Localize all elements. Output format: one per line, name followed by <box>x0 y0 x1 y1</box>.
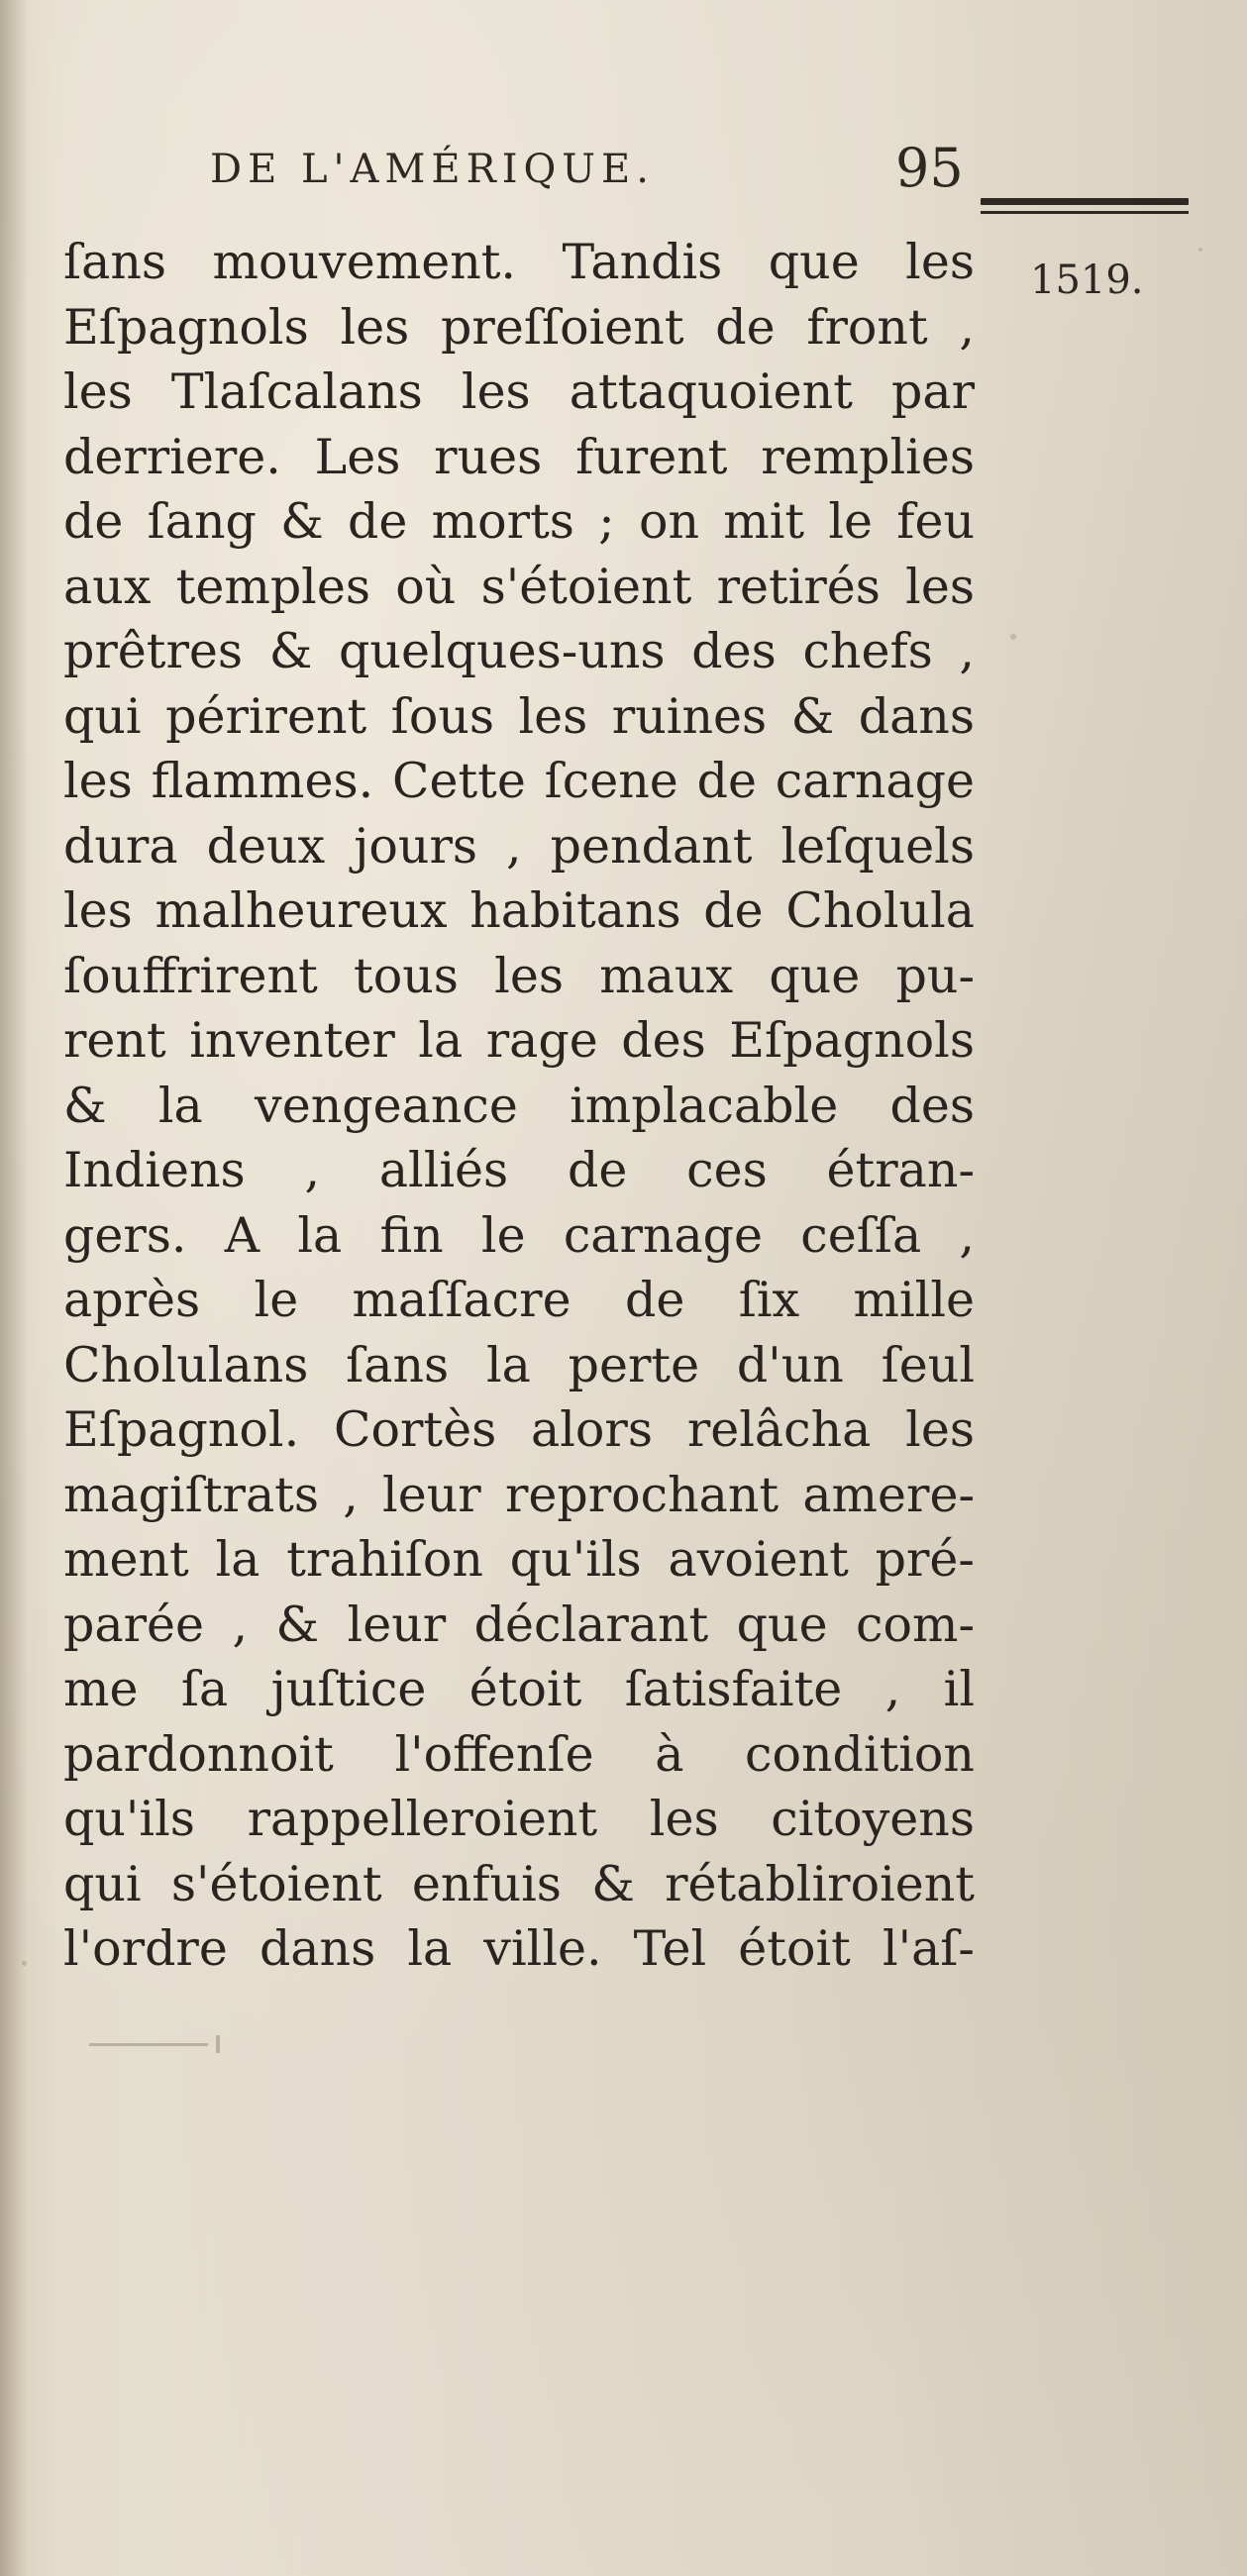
text-line: ment la trahiſon qu'ils avoient pré- <box>63 1531 975 1588</box>
margin-year: 1519. <box>1030 258 1144 303</box>
text-line: Eſpagnols les preſſoient de front , <box>63 298 975 356</box>
faded-catchword-mark <box>89 2035 267 2055</box>
paper-spot <box>1010 634 1016 640</box>
header-rule-thick <box>981 198 1189 205</box>
text-line: parée , & leur déclarant que com- <box>63 1596 975 1653</box>
text-line: Eſpagnol. Cortès alors relâcha les <box>63 1401 975 1458</box>
text-line: aux temples où s'étoient retirés les <box>63 558 975 615</box>
page-number: 95 <box>895 137 964 199</box>
text-line: gers. A la fin le carnage ceſſa , <box>63 1206 975 1264</box>
text-line: Indiens , alliés de ces étran- <box>63 1142 975 1198</box>
faded-mark <box>216 2035 220 2053</box>
header-rule-thin <box>981 211 1189 214</box>
text-line: ſans mouvement. Tandis que les <box>63 234 975 290</box>
text-line: me ſa juſtice étoit ſatisfaite , il <box>63 1661 975 1717</box>
text-line: de ſang & de morts ; on mit le feu <box>63 493 975 550</box>
text-line: pardonnoit l'offenſe à condition <box>63 1725 975 1783</box>
text-line: Cholulans ſans la perte d'un ſeul <box>63 1336 975 1393</box>
text-line: qui périrent ſous les ruines & dans <box>63 687 975 745</box>
text-line: les flammes. Cette ſcene de carnage <box>63 753 975 809</box>
text-line: les Tlaſcalans les attaquoient par <box>63 363 975 420</box>
body-text <box>63 230 975 1982</box>
text-line: qui s'étoient enfuis & rétabliroient <box>63 1855 975 1912</box>
text-line: après le maſſacre de ſix mille <box>63 1272 975 1328</box>
running-head: DE L'AMÉRIQUE. <box>210 147 655 192</box>
text-line: l'ordre dans la ville. Tel étoit l'aſ- <box>63 1920 975 1977</box>
text-line: dura deux jours , pendant leſquels <box>63 817 975 875</box>
faded-mark <box>89 2043 208 2046</box>
text-line: derriere. Les rues furent remplies <box>63 428 975 485</box>
text-line: magiſtrats , leur reprochant amere- <box>63 1466 975 1523</box>
gutter-shadow <box>0 0 28 2576</box>
text-line: qu'ils rappelleroient les citoyens <box>63 1791 975 1847</box>
text-line: les malheureux habitans de Cholula <box>63 882 975 939</box>
text-line: ſouffrirent tous les maux que pu- <box>63 947 975 1004</box>
header-rule <box>981 198 1189 218</box>
text-line: rent inventer la rage des Eſpagnols <box>63 1012 975 1069</box>
text-line: prêtres & quelques-uns des chefs , <box>63 623 975 679</box>
paper-spot <box>22 1961 27 1966</box>
text-line: & la vengeance implacable des <box>63 1077 975 1134</box>
paper-spot <box>1198 248 1202 252</box>
